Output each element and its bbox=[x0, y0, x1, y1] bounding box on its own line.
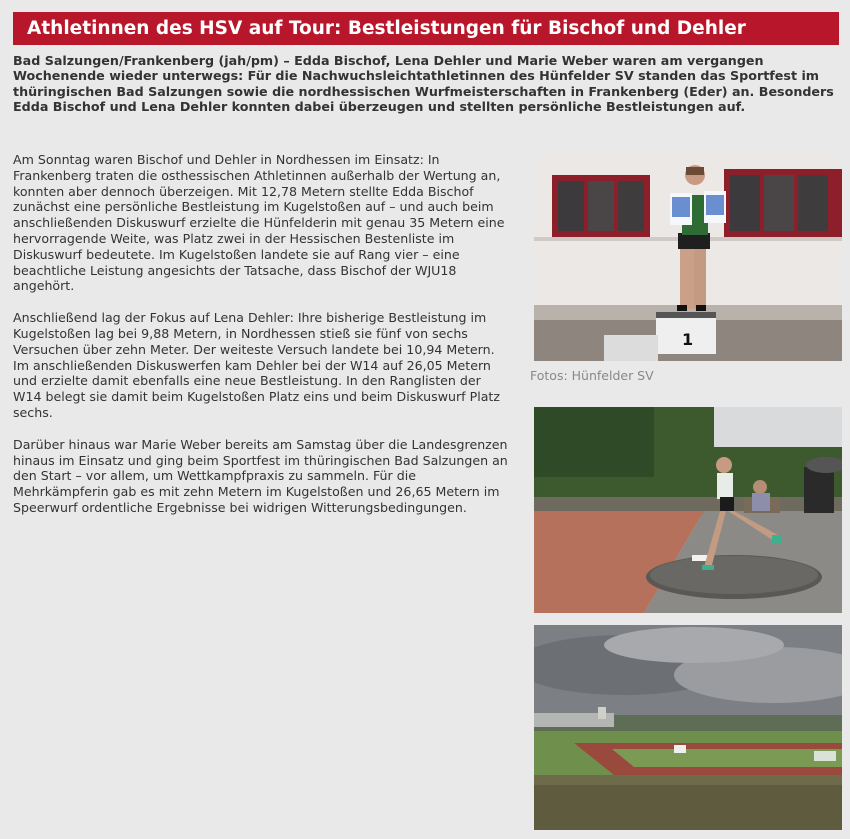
stadium-image bbox=[534, 625, 842, 830]
photo-stadium[interactable] bbox=[534, 625, 842, 830]
photo-podium[interactable] bbox=[534, 155, 842, 361]
paragraph-1: Am Sonntag waren Bischof und Dehler in Nordhessen im Einsatz: In Frankenberg traten die osthessischen Athletinnen außerhalb der Wertung an, konnten aber dennoch überzeigen. Mit 12,78 Metern stellte Edda Bischof zunächst eine persönliche Bestleistung im Kugelstoßen auf – und auch beim anschließenden Diskuswurf erzielte die Hünfelderin mit genau 35 Metern eine hervorragende Weite, was Platz zwei in der Hessischen Bestenliste im Diskuswurf bedeutete. Im Kugelstoßen landete sie auf Rang vier – eine beachtliche Leistung angesichts der Tatsache, dass Bischof der WJU18 angehört. bbox=[13, 152, 505, 294]
article-lead: Bad Salzungen/Frankenberg (jah/pm) – Edda Bischof, Lena Dehler und Marie Weber waren am vergangen Wochenende wieder unterwegs: Für die Nachwuchsleichtathletinnen des Hünfelder SV standen das Sportfest im thüringischen Bad Salzungen sowie die nordhessischen Wurfmeisterschaften in Frankenberg (Eder) an. Besonders Edda Bischof und Lena Dehler konnten dabei überzeugen und stellten persönliche Bestleistungen auf. bbox=[13, 53, 834, 114]
podium-image bbox=[534, 155, 842, 361]
shotput-image bbox=[534, 407, 842, 613]
headline-bar bbox=[13, 12, 839, 45]
article-headline: Athletinnen des HSV auf Tour: Bestleistungen für Bischof und Dehler bbox=[27, 18, 746, 39]
podium-number: 1 bbox=[682, 330, 694, 349]
photo-shotput[interactable] bbox=[534, 407, 842, 613]
photo-caption: Fotos: Hünfelder SV bbox=[530, 368, 654, 383]
paragraph-2: Anschließend lag der Fokus auf Lena Dehler: Ihre bisherige Bestleistung im Kugelstoßen lag bei 9,88 Metern, in Nordhessen stieß sie fünf von sechs Versuchen über zehn Meter. Der weiteste Versuch landete bei 10,94 Metern. Im anschließenden Diskuswerfen kam Dehler bei der W14 auf 26,05 Metern und erzielte damit ebenfalls eine neue Bestleistung. In den Ranglisten der W14 belegt sie damit beim Kugelstoßen Platz eins und beim Diskuswurf Platz sechs. bbox=[13, 310, 500, 420]
paragraph-3: Darüber hinaus war Marie Weber bereits am Samstag über die Landesgrenzen hinaus im Einsatz und ging beim Sportfest im thüringischen Bad Salzungen an den Start – vor allem, um Wettkampfpraxis zu sammeln. Für die Mehrkämpferin gab es mit zehn Metern im Kugelstoßen und 26,65 Metern im Speerwurf ordentliche Ergebnisse bei widrigen Witterungsbedingungen. bbox=[13, 436, 508, 515]
article-body bbox=[13, 152, 513, 532]
